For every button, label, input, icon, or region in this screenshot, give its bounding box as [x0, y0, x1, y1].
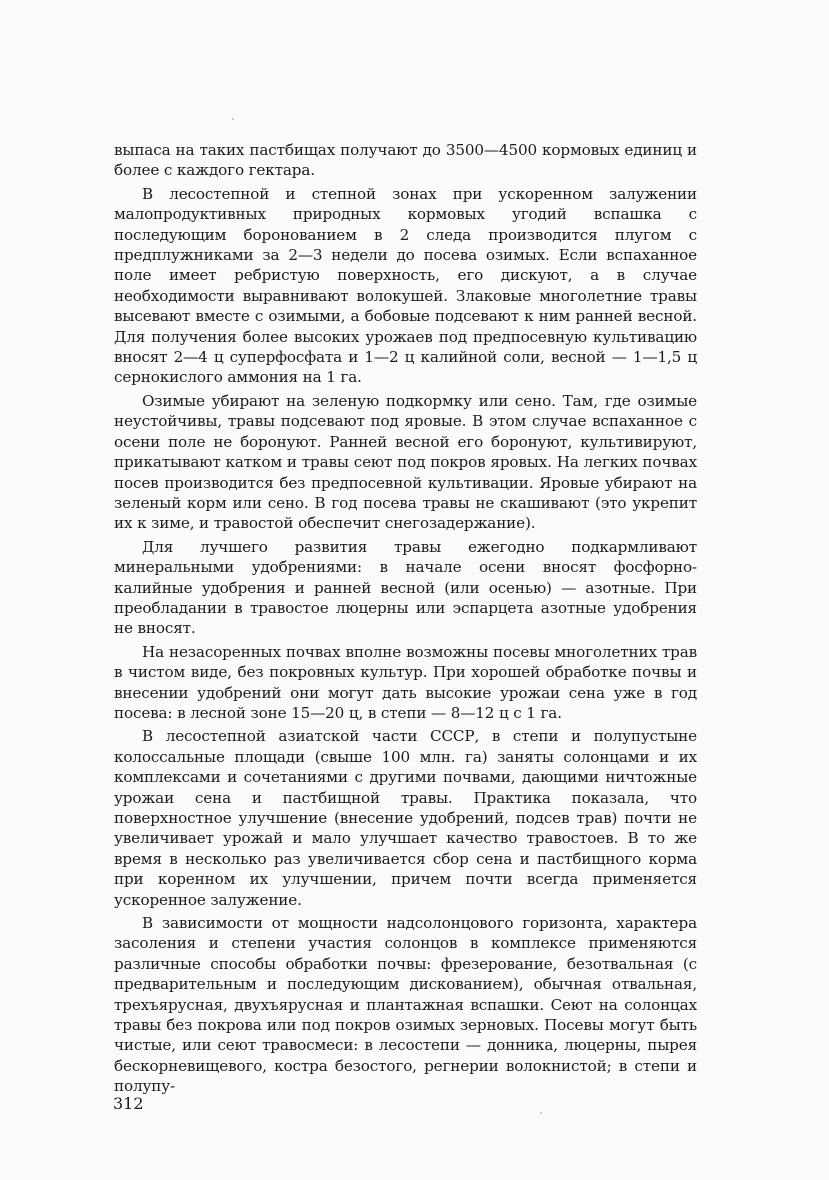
paragraph-5: На незасоренных почвах вполне возможны посевы многолетних трав в чистом виде, без покровных культур. При хорошей обработке почвы и внесении удобрений они могут дать высокие урожаи сена уже в год посева: в лесной зоне 15—20 ц, в степи — 8—12 ц с 1 га. — [114, 642, 697, 722]
paragraph-3: Озимые убирают на зеленую подкормку или сено. Там, где озимые неустойчивы, травы подсевают под яровые. В этом случае вспаханное с осени поле не боронуют. Ранней весной его боронуют, культивируют, прикатывают катком и травы сеют под покров яровых. На легких почвах посев производится без предпосевной культивации. Яровые убирают на зеленый корм или сено. В год посева травы не скашивают (это укрепит их к зиме, и травостой обеспечит снегозадержание). — [114, 391, 697, 533]
paragraph-2: В лесостепной и степной зонах при ускоренном залужении малопродуктивных природных кормовых угодий вспашка с последующим боронованием в 2 следа производится плугом с предплужниками за 2—3 недели до посева озимых. Если вспаханное поле имеет ребристую поверхность, его дискуют, а в случае необходимости выравнивают волокушей. Злаковые многолетние травы высевают вместе с озимыми, а бобовые подсевают к ним ранней весной. Для получения более высоких урожаев под предпосевную культивацию вносят 2—4 ц суперфосфата и 1—2 ц калийной соли, весной — 1—1,5 ц сернокислого аммония на 1 га. — [114, 184, 697, 387]
paragraph-1: выпаса на таких пастбищах получают до 3500—4500 кормовых единиц и более с каждого гектара. — [114, 141, 697, 180]
paper-speck — [232, 118, 234, 120]
page-number: 312 — [113, 1094, 144, 1113]
paragraph-4: Для лучшего развития травы ежегодно подкармливают минеральными удобрениями: в начале осени вносят фосфорно-калийные удобрения и ранней весной (или осенью) — азотные. При преобладании в травостое люцерны или эспарцета азотные удобрения не вносят. — [114, 537, 697, 638]
paragraph-7: В зависимости от мощности надсолонцового горизонта, характера засоления и степени участия солонцов в комплексе применяются различные способы обработки почвы: фрезерование, безотвальная (с предварительным и последующим дискованием), обычная отвальная, трехъярусная, двухъярусная и плантажная вспашки. Сеют на солонцах травы без покрова или под покров озимых зерновых. Посевы могут быть чистые, или сеют травосмеси: в лесостепи — донника, люцерны, пырея бескорневищевого, костра безостого, регнерии волокнистой; в степи и полупу- — [114, 914, 697, 1096]
paper-speck — [540, 1112, 542, 1114]
paragraph-6: В лесостепной азиатской части СССР, в степи и полупустыне колоссальные площади (свыше 100 млн. га) заняты солонцами и их комплексами и сочетаниями с другими почвами, дающими ничтожные урожаи сена и пастбищной травы. Практика показала, что поверхностное улучшение (внесение удобрений, подсев трав) почти не увеличивает урожай и мало улучшает качество травостоев. В то же время в несколько раз увеличивается сбор сена и пастбищного корма при коренном их улучшении, причем почти всегда применяется ускоренное залужение. — [114, 727, 697, 909]
body-text — [114, 140, 697, 1097]
